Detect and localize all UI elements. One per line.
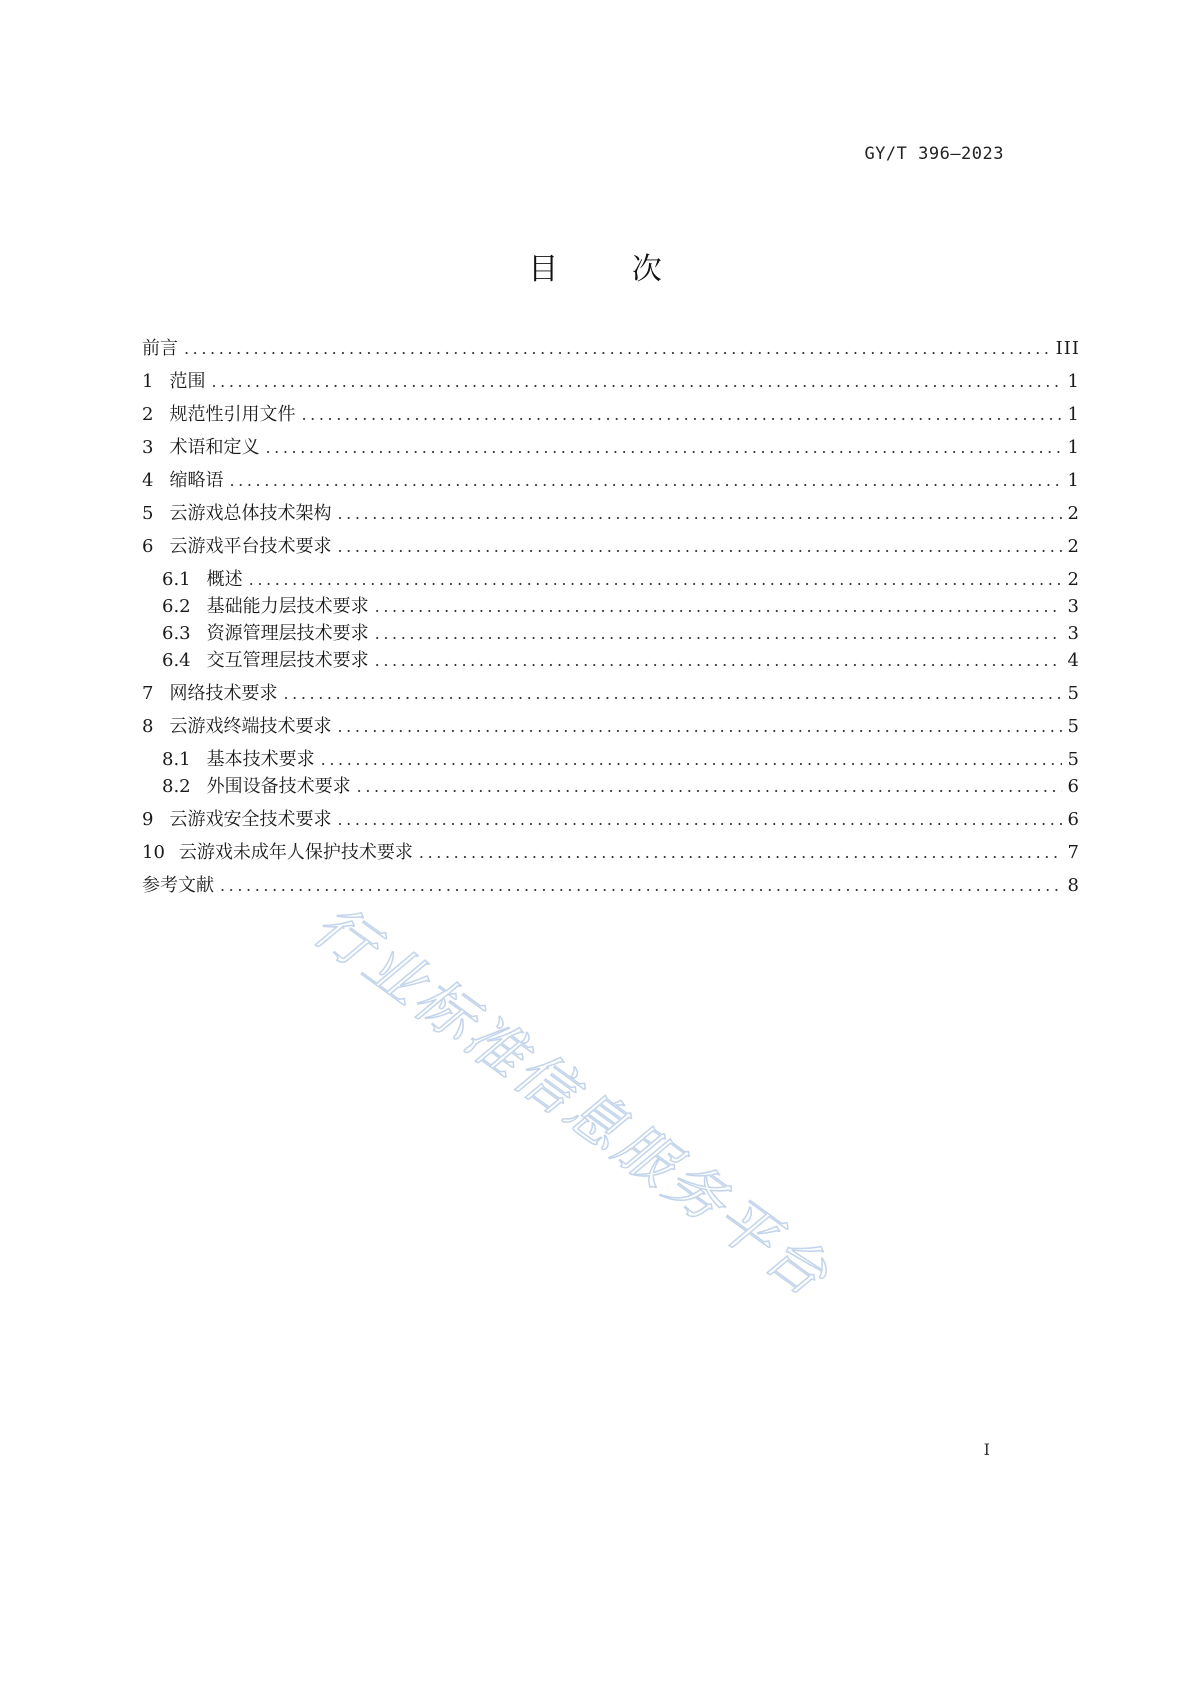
toc-leader-dots xyxy=(419,843,1062,862)
toc-entry-6-2[interactable] xyxy=(142,592,1080,619)
toc-entry-page: 1 xyxy=(1067,437,1080,458)
toc-entry-number: 5 xyxy=(142,503,154,524)
toc-entry-page: 3 xyxy=(1067,596,1080,617)
toc-leader-dots xyxy=(337,537,1061,556)
toc-entry-6-1[interactable] xyxy=(142,565,1080,592)
toc-entry-label: 云游戏未成年人保护技术要求 xyxy=(178,842,413,863)
table-of-contents xyxy=(142,334,1080,904)
toc-entry-label: 规范性引用文件 xyxy=(169,404,296,425)
toc-entry-page: 1 xyxy=(1067,470,1080,491)
toc-entry-label: 术语和定义 xyxy=(169,437,260,458)
toc-entry-page: 2 xyxy=(1067,536,1080,557)
toc-entry-number: 6.2 xyxy=(162,596,191,617)
toc-entry-1[interactable] xyxy=(142,367,1080,400)
toc-leader-dots xyxy=(337,504,1061,523)
toc-leader-dots xyxy=(249,570,1062,589)
toc-entry-number: 3 xyxy=(142,437,154,458)
toc-entry-7[interactable] xyxy=(142,679,1080,712)
toc-entry-2[interactable] xyxy=(142,400,1080,433)
toc-entry-6[interactable] xyxy=(142,532,1080,565)
toc-entry-page: III xyxy=(1055,338,1080,359)
toc-entry-label: 交互管理层技术要求 xyxy=(206,650,369,671)
toc-entry-number: 10 xyxy=(142,842,165,863)
toc-leader-dots xyxy=(357,777,1062,796)
toc-entry-label: 云游戏平台技术要求 xyxy=(169,536,332,557)
toc-entry-page: 1 xyxy=(1067,404,1080,425)
toc-entry-4[interactable] xyxy=(142,466,1080,499)
toc-leader-dots xyxy=(283,684,1061,703)
toc-leader-dots xyxy=(375,624,1062,643)
toc-entry-number: 7 xyxy=(142,683,154,704)
toc-leader-dots xyxy=(337,810,1061,829)
toc-entry-6-4[interactable] xyxy=(142,646,1080,673)
toc-entry-number: 6.3 xyxy=(162,623,191,644)
toc-entry-number: 8.2 xyxy=(162,776,191,797)
toc-entry-label: 基础能力层技术要求 xyxy=(206,596,369,617)
toc-entry-9[interactable] xyxy=(142,805,1080,838)
toc-leader-dots xyxy=(301,405,1061,424)
toc-entry-page: 6 xyxy=(1067,809,1080,830)
toc-entry-label: 外围设备技术要求 xyxy=(206,776,351,797)
toc-leader-dots xyxy=(229,471,1061,490)
toc-leader-dots xyxy=(211,372,1061,391)
toc-entry-page: 7 xyxy=(1067,842,1080,863)
toc-entry-5[interactable] xyxy=(142,499,1080,532)
toc-leader-dots xyxy=(184,339,1050,358)
toc-entry-page: 2 xyxy=(1067,569,1080,590)
toc-entry-8-1[interactable] xyxy=(142,745,1080,772)
page-title: 目 次 xyxy=(528,252,694,287)
toc-entry-number: 4 xyxy=(142,470,154,491)
toc-entry-page: 5 xyxy=(1067,749,1080,770)
document-code: GY/T 396—2023 xyxy=(864,144,1004,164)
toc-entry-3[interactable] xyxy=(142,433,1080,466)
toc-entry-label: 网络技术要求 xyxy=(169,683,278,704)
toc-entry-10[interactable] xyxy=(142,838,1080,871)
toc-entry-label: 范围 xyxy=(169,371,206,392)
toc-entry-page: 3 xyxy=(1067,623,1080,644)
toc-entry-label: 云游戏终端技术要求 xyxy=(169,716,332,737)
toc-entry-bibliography[interactable] xyxy=(142,871,1080,904)
toc-entry-foreword[interactable] xyxy=(142,334,1080,367)
toc-entry-number: 6.1 xyxy=(162,569,191,590)
toc-entry-label: 前言 xyxy=(142,338,178,359)
toc-entry-6-3[interactable] xyxy=(142,619,1080,646)
toc-entry-page: 5 xyxy=(1067,716,1080,737)
toc-entry-label: 云游戏安全技术要求 xyxy=(169,809,332,830)
toc-leader-dots xyxy=(321,750,1062,769)
toc-leader-dots xyxy=(265,438,1061,457)
toc-entry-page: 8 xyxy=(1067,875,1080,896)
toc-entry-number: 8.1 xyxy=(162,749,191,770)
toc-entry-8-2[interactable] xyxy=(142,772,1080,799)
toc-entry-number: 2 xyxy=(142,404,154,425)
toc-entry-label: 概述 xyxy=(206,569,243,590)
watermark: 行业标准信息服务平台 xyxy=(301,891,843,1311)
toc-entry-page: 6 xyxy=(1067,776,1080,797)
toc-entry-number: 6.4 xyxy=(162,650,191,671)
toc-leader-dots xyxy=(375,651,1062,670)
toc-entry-page: 2 xyxy=(1067,503,1080,524)
page-number: I xyxy=(983,1440,990,1459)
toc-entry-page: 1 xyxy=(1067,371,1080,392)
toc-entry-page: 5 xyxy=(1067,683,1080,704)
toc-entry-page: 4 xyxy=(1067,650,1080,671)
toc-entry-8[interactable] xyxy=(142,712,1080,745)
toc-leader-dots xyxy=(375,597,1062,616)
toc-entry-label: 资源管理层技术要求 xyxy=(206,623,369,644)
toc-entry-number: 8 xyxy=(142,716,154,737)
toc-entry-number: 6 xyxy=(142,536,154,557)
toc-entry-label: 参考文献 xyxy=(142,875,214,896)
toc-entry-number: 1 xyxy=(142,371,154,392)
toc-entry-label: 基本技术要求 xyxy=(206,749,315,770)
toc-entry-label: 云游戏总体技术架构 xyxy=(169,503,332,524)
toc-leader-dots xyxy=(337,717,1061,736)
toc-entry-number: 9 xyxy=(142,809,154,830)
toc-entry-label: 缩略语 xyxy=(169,470,224,491)
